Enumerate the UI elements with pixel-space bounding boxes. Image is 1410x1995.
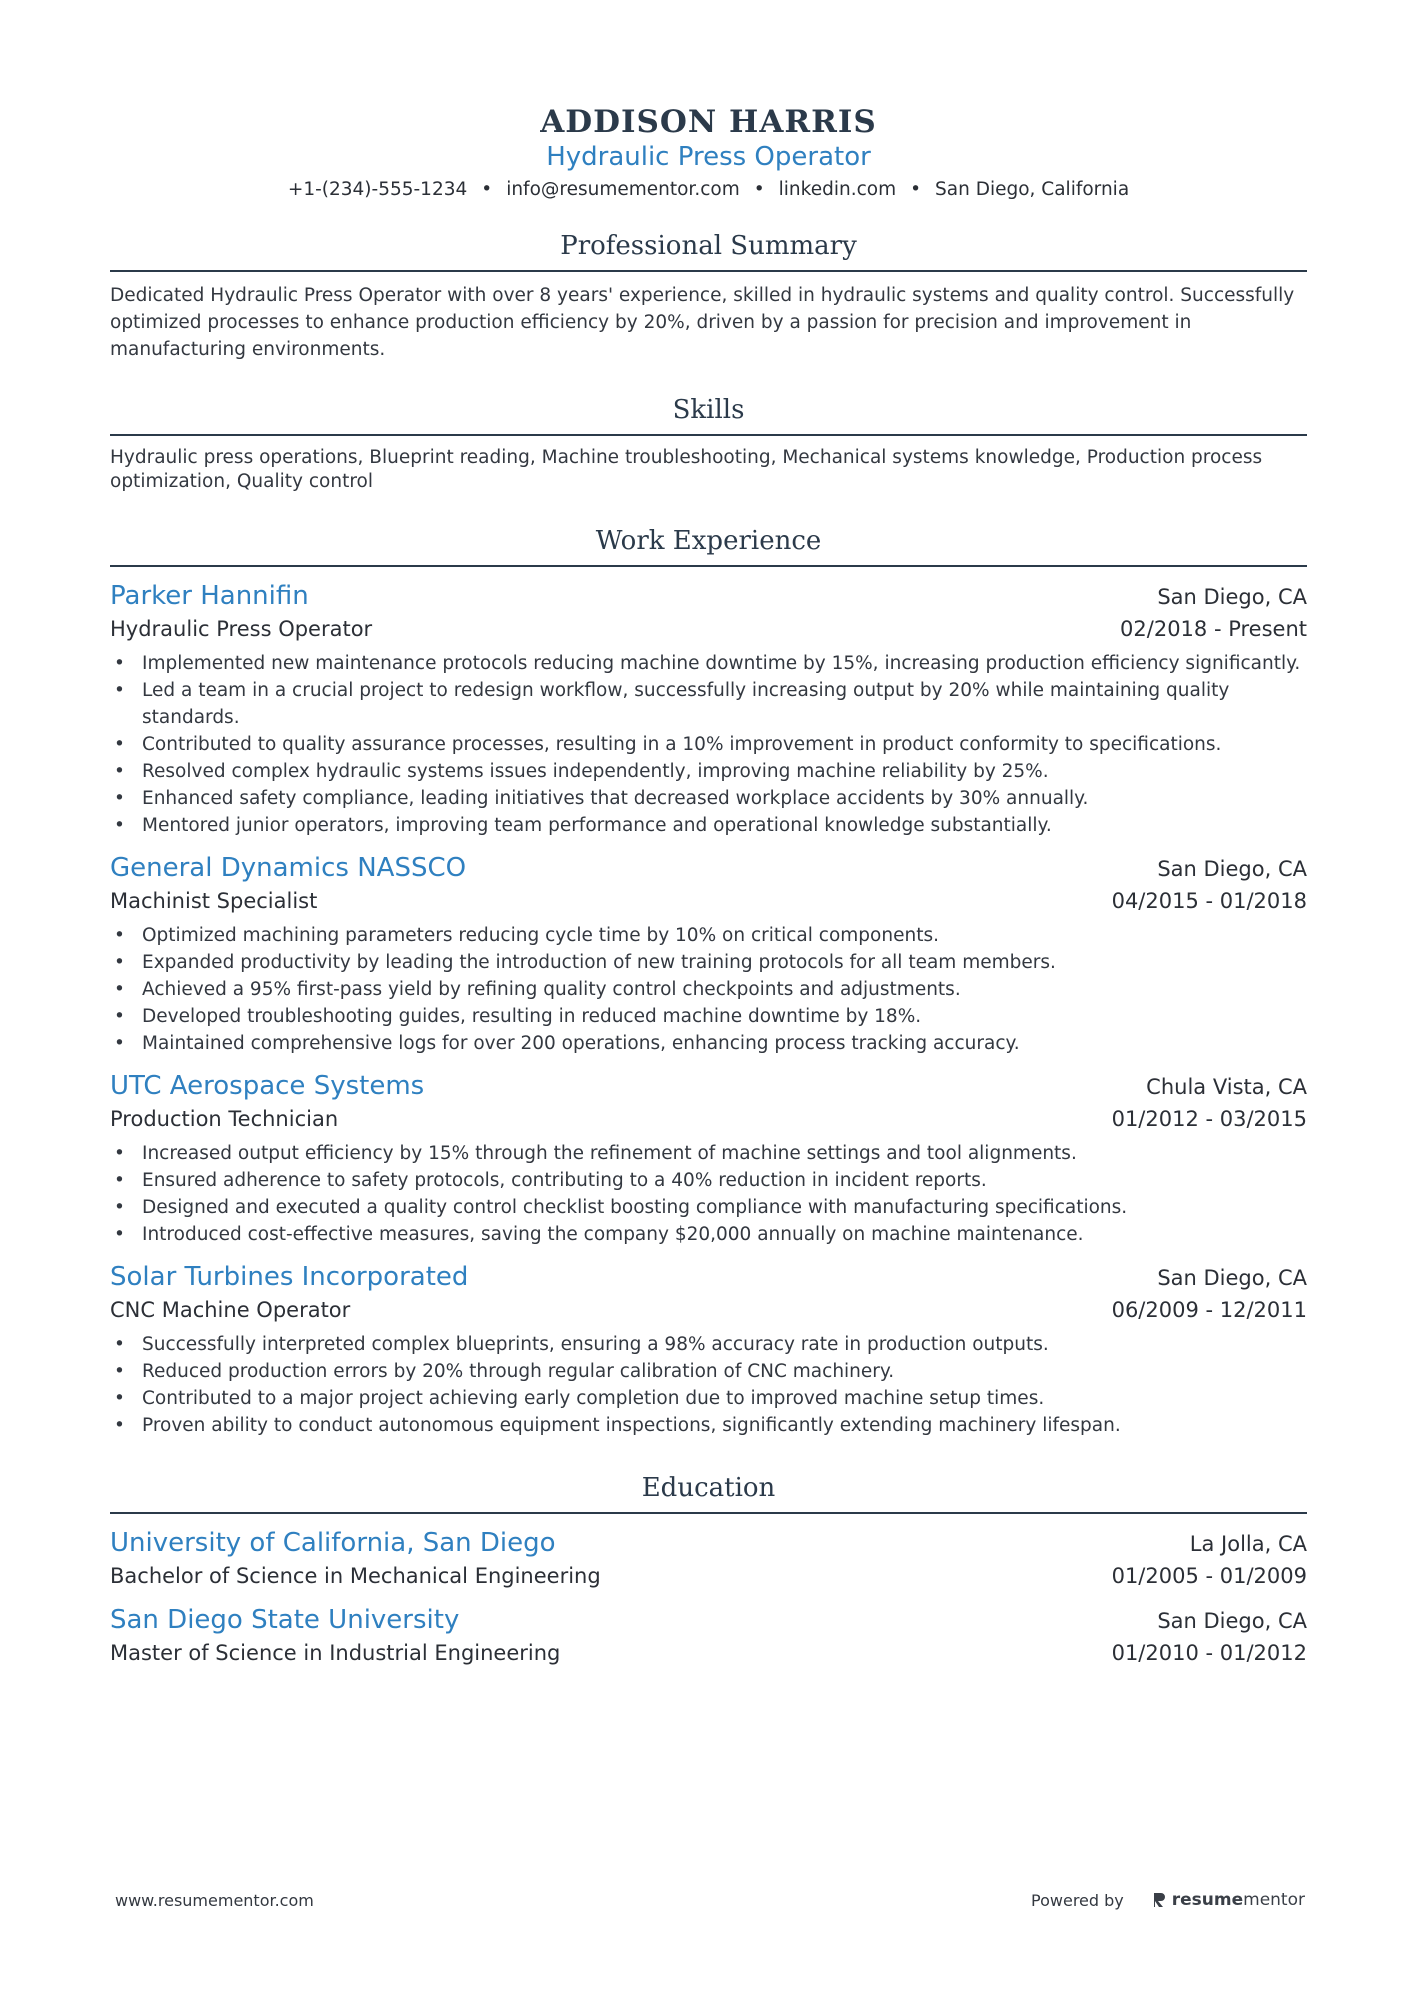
job-location: Chula Vista, CA: [1146, 1075, 1307, 1099]
contact-linkedin[interactable]: linkedin.com: [778, 179, 897, 200]
resume-header: [110, 103, 1307, 203]
skills-text: Hydraulic press operations, Blueprint reading, Machine troubleshooting, Mechanical systems knowledge, Production process optimization, Quality control: [110, 447, 1263, 492]
separator-dot: •: [481, 179, 493, 200]
job-role: Machinist Specialist: [110, 889, 318, 913]
candidate-title: Hydraulic Press Operator: [546, 142, 871, 172]
job-entry: [110, 579, 1307, 839]
job-dates: 01/2012 - 03/2015: [1111, 1107, 1307, 1131]
job-bullet: • Introduced cost-effective measures, saving the company $20,000 annually on machine maintenance.: [142, 1221, 1307, 1248]
school-name: University of California, San Diego: [110, 1528, 556, 1558]
job-entry: [110, 851, 1307, 1057]
powered-by-label: Powered by: [1031, 1890, 1124, 1910]
candidate-name: ADDISON HARRIS: [540, 104, 877, 140]
job-dates: 04/2015 - 01/2018: [1111, 889, 1307, 913]
education-entry: [110, 1603, 1307, 1668]
experience-section: [110, 524, 1307, 1439]
job-bullet: • Optimized machining parameters reducing cycle time by 10% on critical components.: [142, 922, 1307, 949]
job-entry: [110, 1069, 1307, 1248]
brand-name-bold: resume: [1171, 1890, 1244, 1910]
job-bullet: • Enhanced safety compliance, leading initiatives that decreased workplace accidents by 30% annually.: [142, 785, 1307, 812]
job-location: San Diego, CA: [1157, 1266, 1307, 1290]
school-name: San Diego State University: [110, 1605, 460, 1635]
job-bullet: • Proven ability to conduct autonomous equipment inspections, significantly extending machinery lifespan.: [142, 1412, 1307, 1439]
job-bullet: • Successfully interpreted complex blueprints, ensuring a 98% accuracy rate in production outputs.: [142, 1331, 1307, 1358]
education-heading: Education: [110, 1471, 1307, 1514]
job-bullets: [110, 922, 1307, 1057]
job-bullet: • Achieved a 95% first-pass yield by refining quality control checkpoints and adjustments.: [142, 976, 1307, 1003]
contact-location: San Diego, California: [935, 179, 1130, 200]
job-bullet: • Designed and executed a quality control checklist boosting compliance with manufacturing specifications.: [142, 1194, 1307, 1221]
job-company: UTC Aerospace Systems: [110, 1071, 425, 1101]
school-location: La Jolla, CA: [1189, 1532, 1307, 1556]
job-entry: [110, 1260, 1307, 1439]
job-bullet: • Increased output efficiency by 15% through the refinement of machine settings and tool alignments.: [142, 1140, 1307, 1167]
job-bullet: • Maintained comprehensive logs for over 200 operations, enhancing process tracking accuracy.: [142, 1030, 1307, 1057]
job-bullet: • Expanded productivity by leading the introduction of new training protocols for all team members.: [142, 949, 1307, 976]
job-role: Hydraulic Press Operator: [110, 617, 373, 641]
job-bullet: • Implemented new maintenance protocols reducing machine downtime by 15%, increasing production efficiency significantly.: [142, 650, 1307, 677]
brand-logo[interactable]: [1152, 1890, 1305, 1910]
school-location: San Diego, CA: [1157, 1609, 1307, 1633]
job-bullet: • Contributed to quality assurance processes, resulting in a 10% improvement in product conformity to specifications.: [142, 731, 1307, 758]
resumementor-logo-icon: [1152, 1891, 1166, 1909]
job-bullet: • Led a team in a crucial project to redesign workflow, successfully increasing output by 20% while maintaining quality standards.: [142, 677, 1307, 731]
brand-name-light: mentor: [1243, 1890, 1305, 1910]
education-dates: 01/2005 - 01/2009: [1111, 1564, 1307, 1588]
job-bullets: [110, 1140, 1307, 1248]
contact-email[interactable]: info@resumementor.com: [506, 179, 740, 200]
job-dates: 06/2009 - 12/2011: [1111, 1298, 1307, 1322]
contact-line: [110, 177, 1307, 203]
contact-phone: +1-(234)-555-1234: [287, 179, 468, 200]
job-bullet: • Reduced production errors by 20% through regular calibration of CNC machinery.: [142, 1358, 1307, 1385]
experience-heading: Work Experience: [110, 524, 1307, 567]
footer-website[interactable]: www.resumementor.com: [115, 1890, 314, 1910]
job-role: Production Technician: [110, 1107, 339, 1131]
education-dates: 01/2010 - 01/2012: [1111, 1641, 1307, 1665]
job-dates: 02/2018 - Present: [1120, 617, 1307, 641]
job-company: Solar Turbines Incorporated: [110, 1262, 469, 1292]
job-bullet: • Ensured adherence to safety protocols, contributing to a 40% reduction in incident reports.: [142, 1167, 1307, 1194]
summary-heading: Professional Summary: [110, 229, 1307, 272]
resume-page: [110, 0, 1307, 1668]
job-bullet: • Mentored junior operators, improving team performance and operational knowledge substantially.: [142, 812, 1307, 839]
skills-section: [110, 393, 1307, 494]
education-entry: [110, 1526, 1307, 1591]
separator-dot: •: [753, 179, 765, 200]
job-location: San Diego, CA: [1157, 585, 1307, 609]
footer-branding: [1031, 1890, 1305, 1910]
summary-text: Dedicated Hydraulic Press Operator with over 8 years' experience, skilled in hydraulic systems and quality control. Successfully optimized processes to enhance production efficiency by 20%, driven by a passion for precision and improvement in manufacturing environments.: [110, 285, 1295, 360]
summary-section: [110, 229, 1307, 363]
job-bullet: • Resolved complex hydraulic systems issues independently, improving machine reliability by 25%.: [142, 758, 1307, 785]
job-bullets: [110, 650, 1307, 839]
job-company: General Dynamics NASSCO: [110, 853, 467, 883]
job-bullet: • Developed troubleshooting guides, resulting in reduced machine downtime by 18%.: [142, 1003, 1307, 1030]
skills-heading: Skills: [110, 393, 1307, 436]
job-role: CNC Machine Operator: [110, 1298, 351, 1322]
job-bullets: [110, 1331, 1307, 1439]
degree: Bachelor of Science in Mechanical Engineering: [110, 1564, 601, 1588]
job-company: Parker Hannifin: [110, 581, 309, 611]
separator-dot: •: [910, 179, 922, 200]
page-footer: [115, 1890, 1305, 1910]
job-location: San Diego, CA: [1157, 857, 1307, 881]
job-bullet: • Contributed to a major project achieving early completion due to improved machine setup times.: [142, 1385, 1307, 1412]
education-section: [110, 1471, 1307, 1668]
degree: Master of Science in Industrial Engineering: [110, 1641, 561, 1665]
